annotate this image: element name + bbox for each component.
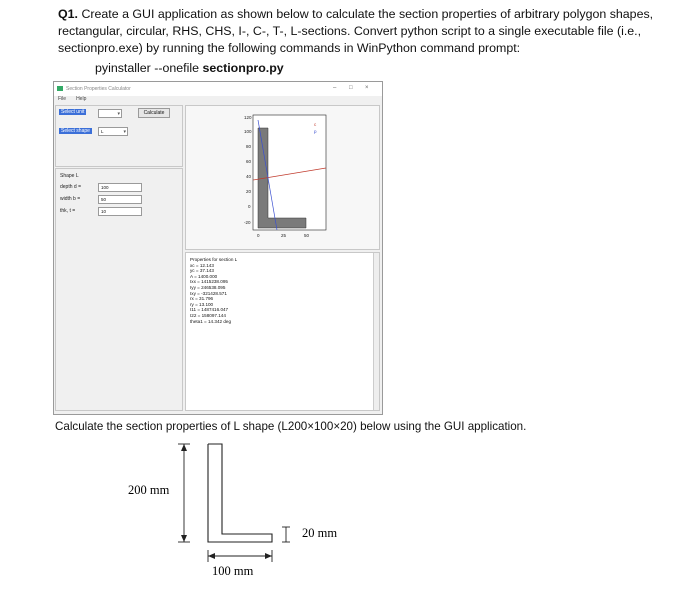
height-label: 200 mm	[128, 483, 170, 497]
gui-menubar	[54, 96, 382, 104]
question-line-2: rectangular, circular, RHS, CHS, I-, C-, T-, L-sections. Convert python script to a single executable file (i.e.,	[58, 24, 642, 38]
x-tick-label: 50	[304, 233, 310, 238]
minimize-button[interactable]: –	[333, 85, 337, 91]
y-tick-label: 120	[244, 115, 252, 120]
gui-titlebar	[54, 82, 382, 96]
menu-file[interactable]: File	[58, 96, 67, 102]
selection-panel	[55, 105, 183, 167]
property-line: I22 = 158097.144	[190, 312, 226, 318]
question-text	[58, 6, 670, 57]
menu-help[interactable]: Help	[76, 96, 87, 102]
select-shape-label: Select shape	[61, 128, 90, 134]
command-prefix: pyinstaller --onefile	[95, 61, 203, 75]
property-line: xc = 12.143	[190, 262, 214, 268]
thk-label: thk, t =	[60, 208, 76, 214]
width-label: width b =	[60, 196, 81, 202]
arrow-right-icon	[265, 553, 272, 559]
unit-select[interactable]	[98, 109, 122, 118]
property-line: Iyy = 246538.095	[190, 284, 226, 290]
calculate-button[interactable]: Calculate	[138, 108, 170, 118]
app-icon	[57, 86, 63, 91]
close-button[interactable]: ×	[365, 85, 369, 91]
y-tick-label: -20	[244, 220, 251, 225]
question-line-1: Create a GUI application as shown below to calculate the section properties of arbitrary polygon shapes,	[81, 7, 654, 21]
output-panel	[185, 252, 380, 411]
gui-title: Section Properties Calculator	[66, 86, 131, 92]
y-tick-label: 20	[246, 189, 252, 194]
plot-panel	[185, 105, 380, 250]
property-line: theta1 = 14.342 deg	[190, 318, 231, 324]
y-tick-label: 80	[246, 144, 252, 149]
property-line: Ixy = -321428.571	[190, 290, 227, 296]
property-line: ry = 13.100	[190, 301, 214, 307]
section-plot	[186, 106, 379, 249]
l-shape-outline	[208, 444, 272, 542]
depth-label: depth d =	[60, 184, 81, 190]
property-line: rx = 31.796	[190, 296, 214, 302]
question-number: Q1.	[58, 7, 78, 21]
width-label: 100 mm	[212, 564, 254, 578]
shape-select[interactable]	[98, 127, 128, 136]
legend-entry: c	[314, 122, 317, 127]
y-tick-label: 0	[248, 204, 251, 209]
width-input[interactable]: 50	[98, 195, 142, 204]
select-unit-label: Select unit	[61, 109, 85, 115]
x-tick-label: 0	[257, 233, 260, 238]
chevron-down-icon: ▾	[117, 111, 120, 117]
property-line: Ixx = 1415238.095	[190, 279, 228, 285]
thk-input[interactable]: 10	[98, 207, 142, 216]
x-tick-label: 25	[281, 233, 287, 238]
property-line: A = 1400.000	[190, 273, 218, 279]
output-scrollbar[interactable]	[373, 253, 379, 410]
command-file: sectionpro.py	[202, 61, 284, 75]
shape-label: Shape L	[60, 173, 79, 179]
y-tick-label: 100	[244, 129, 252, 134]
properties-list	[190, 257, 237, 324]
question-line-3: sectionpro.exe) by running the following commands in WinPython command prompt:	[58, 41, 521, 55]
maximize-button[interactable]: □	[349, 85, 353, 91]
property-line: I11 = 1487416.047	[190, 307, 229, 313]
property-line: Properties for section L	[190, 257, 238, 262]
arrow-down-icon	[181, 535, 187, 542]
l-shape-drawing	[120, 438, 370, 583]
y-tick-label: 40	[246, 174, 252, 179]
command-line	[95, 61, 284, 75]
thk-label: 20 mm	[302, 526, 338, 540]
gui-window	[53, 81, 383, 415]
arrow-left-icon	[208, 553, 215, 559]
input-panel	[55, 168, 183, 411]
legend-entry: p	[314, 129, 317, 134]
property-line: yc = 37.143	[190, 268, 214, 274]
shape-select-value: L	[101, 129, 104, 134]
arrow-up-icon	[181, 444, 187, 451]
task-sentence: Calculate the section properties of L shape (L200×100×20) below using the GUI application.	[55, 420, 527, 433]
y-tick-label: 60	[246, 159, 252, 164]
depth-input[interactable]: 100	[98, 183, 142, 192]
chevron-down-icon: ▾	[123, 129, 126, 135]
